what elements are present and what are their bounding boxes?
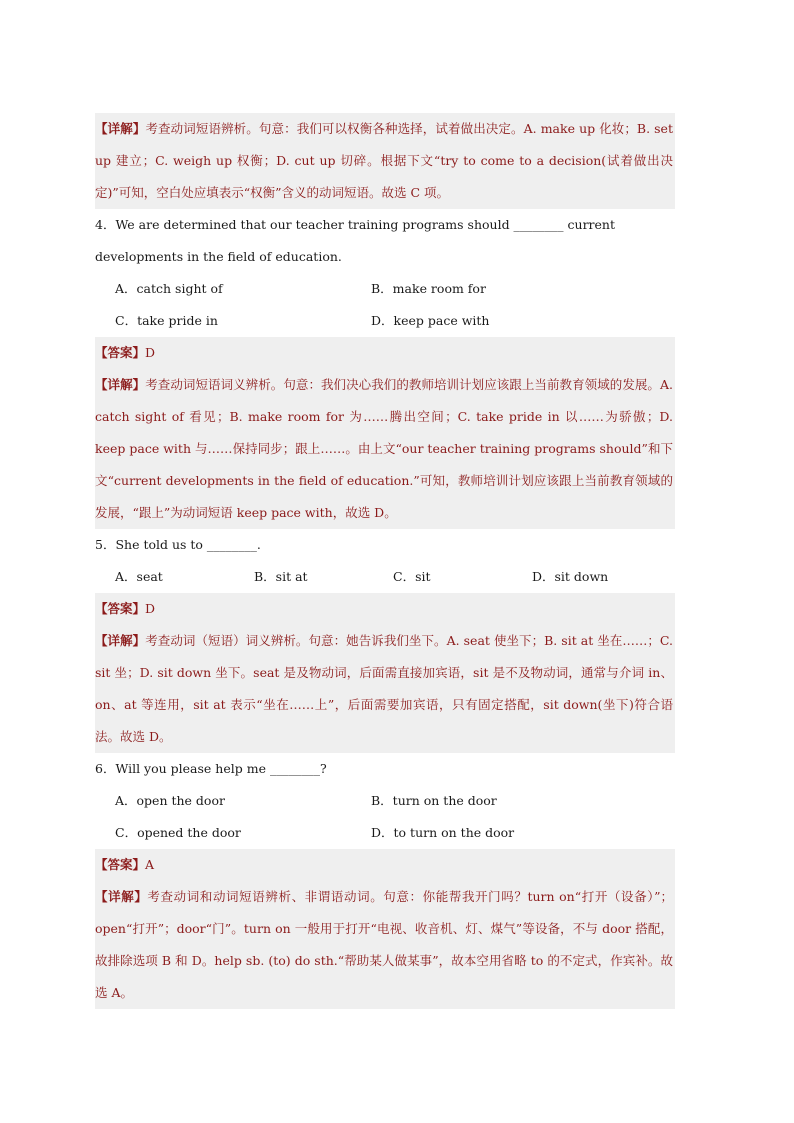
q4-option-a: A．catch sight of [115, 281, 223, 296]
q5-option-c: C．sit [393, 569, 431, 584]
answer-tag: 【答案】 [95, 857, 146, 872]
q6-option-a: A．open the door [115, 793, 225, 808]
detail-text: 考查动词短语辨析。句意：我们可以权衡各种选择，试着做出决定。A. make up 化妆；B. set up 建立；C. weigh up 权衡；D. cut up 切碎。根据下文“try to come to a decision(试着做出决定)”可知，空白处应填表示“权衡”含义的动词短语。故选 C 项。 [95, 121, 673, 200]
q5-options-row [95, 561, 675, 593]
q3-detail [95, 113, 675, 209]
q5-option-d: D．sit down [532, 569, 609, 584]
answer-value: D [145, 601, 156, 616]
q4-answer [95, 337, 675, 369]
answer-value: A [145, 857, 155, 872]
q6-detail [95, 881, 675, 1009]
answer-tag: 【答案】 [95, 345, 146, 360]
answer-value: D [145, 345, 156, 360]
q6-options-row-1 [95, 785, 675, 817]
q5-answer [95, 593, 675, 625]
q6-option-d: D．to turn on the door [371, 825, 515, 840]
q6-options-row-2 [95, 817, 675, 849]
answer-tag: 【答案】 [95, 601, 146, 616]
q6-answer [95, 849, 675, 881]
q5-option-a: A．seat [115, 569, 163, 584]
detail-text: 考查动词（短语）词义辨析。句意：她告诉我们坐下。A. seat 使坐下；B. sit at 坐在……；C. sit 坐；D. sit down 坐下。seat 是及物动词，后面需直接加宾语，sit 是不及物动词，通常与介词 in、on、at 等连用，sit at 表示“坐在……上”，后面需要加宾语，只有固定搭配，sit down(坐下)符合语法。故选 D。 [95, 633, 673, 744]
q4-options-row-2 [95, 305, 675, 337]
detail-tag: 【详解】 [95, 377, 146, 392]
q4-option-c: C．take pride in [115, 313, 218, 328]
q6-option-c: C．opened the door [115, 825, 241, 840]
q6-stem: 6．Will you please help me ________? [95, 761, 327, 776]
q5-stem: 5．She told us to ________. [95, 537, 261, 552]
q5-option-b: B．sit at [254, 569, 308, 584]
detail-tag: 【详解】 [95, 121, 146, 136]
q4-options-row-1 [95, 273, 675, 305]
document-page [95, 113, 675, 1009]
q4-stem: 4．We are determined that our teacher training programs should ________ current developments in the field of education. [95, 217, 615, 264]
detail-tag: 【详解】 [95, 889, 148, 904]
q5-detail [95, 625, 675, 753]
detail-text: 考查动词和动词短语辨析、非谓语动词。句意：你能帮我开门吗？turn on“打开（设备）”；open“打开”；door“门”。turn on 一般用于打开“电视、收音机、灯、煤气”等设备，不与 door 搭配，故排除选项 B 和 D。help sb. (to) do sth.“帮助某人做某事”，故本空用省略 to 的不定式，作宾补。故选 A。 [95, 889, 673, 1000]
q6-option-b: B．turn on the door [371, 793, 497, 808]
q4-option-d: D．keep pace with [371, 313, 490, 328]
detail-tag: 【详解】 [95, 633, 146, 648]
q4-detail [95, 369, 675, 529]
q4-option-b: B．make room for [371, 281, 486, 296]
detail-text: 考查动词短语词义辨析。句意：我们决心我们的教师培训计划应该跟上当前教育领域的发展。A. catch sight of 看见；B. make room for 为……腾出空间；C. take pride in 以……为骄傲；D. keep pace with 与……保持同步；跟上……。由上文“our teacher training programs should”和下文“current developments in the field of education.”可知，教师培训计划应该跟上当前教育领域的发展，“跟上”为动词短语 keep pace with，故选 D。 [95, 377, 673, 520]
